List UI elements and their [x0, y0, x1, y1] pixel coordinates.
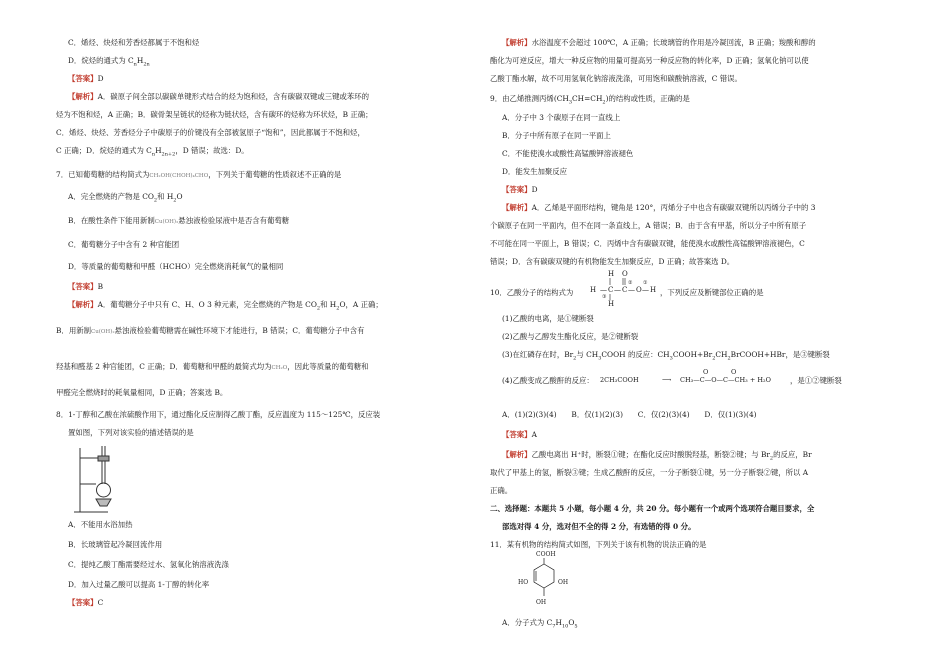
section-heading: 二、选择题：本题共 5 小题，每小题 4 分，共 20 分。每小题有一个或两个选项符合题目要求，全 [490, 504, 815, 513]
answer-line: 【答案】D [502, 185, 538, 194]
analysis-line: 正确。 [490, 486, 513, 495]
svg-text:③: ③ [602, 294, 607, 300]
svg-text:⟶: ⟶ [662, 376, 672, 384]
option-text: A．分子中 3 个碳原子在同一直线上 [502, 113, 621, 122]
option-text: C．提纯乙酸丁酯需要经过水、氢氧化钠溶液洗涤 [68, 560, 229, 569]
svg-text:CH₃—C—O—C—CH₃ + H₂O: CH₃—C—O—C—CH₃ + H₂O [680, 376, 771, 384]
svg-text:—: — [628, 286, 635, 294]
analysis-line: 乙酸丁酯水解，故不可用氢氧化钠溶液洗涤，可用饱和碳酸钠溶液，C 错误。 [490, 74, 742, 83]
option-text: ，是①②键断裂 [790, 376, 842, 385]
analysis-line: 【解析】A．乙烯是平面形结构，键角是 120°，丙烯分子中也含有碳碳双键所以丙烯分子中的 3 [502, 203, 816, 212]
svg-text:C: C [622, 286, 628, 294]
answer-line: 【答案】C [68, 598, 104, 607]
question-7: 7．已知葡萄糖的结构简式为CH₂OH(CHOH)₄CHO，下列关于葡萄糖的性质叙述不正确的是 [56, 170, 342, 179]
option-text: (4)乙酸变成乙酸酐的反应： [502, 376, 594, 385]
shikimic-acid-structure [518, 550, 572, 606]
question-10: ，下列反应及断键部位正确的是 [660, 288, 764, 297]
option-text: A．完全燃烧的产物是 $CO_2$和 $H_2O$ [68, 192, 183, 204]
svg-text:—: — [642, 286, 649, 294]
svg-text:OH: OH [558, 579, 569, 586]
option-text: (1)乙酸的电离，是①键断裂 [502, 314, 594, 323]
option-text: B．分子中所有原子在同一平面上 [502, 131, 611, 140]
option-text: C．不能使溴水或酸性高锰酸钾溶液褪色 [502, 149, 634, 158]
analysis-line: 【解析】A．碳原子间全部以碳碳单键形式结合的烃为饱和烃，含有碳碳双键或三键或苯环的 [68, 92, 369, 101]
option-text: A．不能用水浴加热 [68, 520, 133, 529]
svg-text:O: O [703, 368, 709, 376]
svg-text:C: C [608, 286, 614, 294]
svg-text:HO: HO [518, 579, 529, 586]
option-text: D．烷烃的通式为 $C_nH_{2n}$ [68, 56, 150, 68]
question-9: 9．由乙烯推测丙烯$(CH_3CH=CH_2)$的结构或性质，正确的是 [490, 94, 690, 106]
svg-text:O: O [622, 270, 628, 278]
analysis-line: 个碳原子在同一平面内，但不在同一条直线上，A 错误；B．由于含有甲基，所以分子中所有原子 [490, 221, 807, 230]
analysis-line: B．用新制Cu(OH)₂悬浊液检验葡萄糖需在碱性环境下才能进行，B 错误；C．葡萄糖分子中含有 [56, 326, 365, 335]
option-text: B．长玻璃管起冷凝回流作用 [68, 540, 163, 549]
svg-text:H: H [650, 286, 657, 294]
svg-text:—: — [614, 286, 621, 294]
option-text: D．等质量的葡萄糖和甲醛（HCHO）完全燃烧消耗氧气的量相同 [68, 262, 284, 271]
svg-text:②: ② [628, 280, 633, 286]
analysis-line: 【解析】A．葡萄糖分子中只有 C、H、O 3 种元素，完全燃烧的产物是 $CO_2$和 $H_2O$，A 正确； [68, 300, 383, 312]
option-text: A．(1)(2)(3)(4) B．仅(1)(2)(3) C．仅(2)(3)(4) D．仅(1)(3)(4) [502, 410, 757, 419]
question-10: 10．乙酸分子的结构式为 [490, 288, 574, 297]
option-text: B．在酸性条件下能用新制Cu(OH)₂悬浊液检验尿液中是否含有葡萄糖 [68, 216, 290, 225]
svg-text:①: ① [643, 280, 648, 286]
analysis-line: 不可能在同一平面上，B 错误；C．丙烯中含有碳碳双键，能使溴水或酸性高锰酸钾溶液褪色，C [490, 239, 805, 248]
option-text: A．分子式为 $C_7H_{10}O_5$ [502, 618, 578, 630]
svg-text:—: — [600, 286, 607, 294]
svg-text:H: H [608, 300, 615, 308]
option-text: C．葡萄糖分子中含有 2 种官能团 [68, 240, 180, 249]
answer-line: 【答案】D [68, 74, 104, 83]
svg-text:O: O [731, 368, 737, 376]
analysis-line: 【解析】乙酸电离出 H⁺时，断裂①键；在酯化反应时酸脱羟基，断裂②键；与 $Br_2$的反应，Br [502, 450, 812, 462]
svg-text:O: O [636, 286, 642, 294]
analysis-line: 烃为不饱和烃，A 正确；B．碳骨架呈链状的烃称为链状烃，含有碳环的烃称为环状烃，B 正确； [56, 110, 373, 119]
svg-text:H: H [590, 286, 597, 294]
question-8: 8．1-丁醇和乙酸在浓硫酸作用下，通过酯化反应制得乙酸丁酯，反应温度为 115～125℃，反应装 [56, 410, 381, 419]
question-11: 11．某有机物的结构简式如图，下列关于该有机物的说法正确的是 [490, 540, 707, 549]
svg-text:2CH₃COOH: 2CH₃COOH [600, 376, 639, 384]
acetic-anhydride-equation [600, 368, 800, 390]
analysis-line: 酯化为可逆反应，增大一种反应物的用量可提高另一种反应物的转化率，D 正确；氢氧化钠可以使 [490, 56, 809, 65]
answer-line: 【答案】B [68, 282, 104, 291]
analysis-line: C．烯烃、炔烃、芳香烃分子中碳原子的价键没有全部被氢原子“饱和”，因此都属于不饱和烃， [56, 128, 365, 137]
reflux-apparatus-figure [74, 444, 134, 516]
svg-text:OH: OH [536, 599, 547, 606]
glucose-formula: CH₂OH(CHOH)₄CHO [149, 173, 209, 179]
analysis-line: C 正确；D．烷烃的通式为 $C_nH_{2n+2}$，D 错误；故选：D。 [56, 146, 249, 158]
question-8: 置如图，下列对该实验的描述错误的是 [68, 428, 194, 437]
analysis-line: 取代了甲基上的氢，断裂③键；生成乙酸酐的反应，一分子断裂①键，另一分子断裂②键，所以 A [490, 468, 809, 477]
analysis-line: 错误；D．含有碳碳双键的有机物能发生加聚反应，D 正确；故答案选 D。 [490, 257, 735, 266]
option-text: (3)在红磷存在时，$Br_2$与 $CH_3COOH$ 的反应：$CH_3COOH+Br_2CH_2BrCOOH+HBr$，是③键断裂 [502, 350, 830, 362]
svg-text:H: H [608, 270, 615, 278]
analysis-line: 甲醛完全燃烧时的耗氧量相同，D 正确；答案选 B。 [56, 388, 228, 397]
option-text: (2)乙酸与乙醇发生酯化反应，是②键断裂 [502, 332, 639, 341]
section-heading: 部选对得 4 分，选对但不全的得 2 分，有选错的得 0 分。 [502, 522, 696, 531]
option-text: D．加入过量乙酸可以提高 1-丁醇的转化率 [68, 580, 210, 589]
option-text: D．能发生加聚反应 [502, 167, 568, 176]
svg-text:COOH: COOH [536, 551, 556, 558]
acetic-acid-structure [588, 268, 658, 308]
answer-line: 【答案】A [502, 430, 537, 439]
analysis-line: 【解析】水浴温度不会超过 100℃，A 正确；长玻璃管的作用是冷凝回流，B 正确；羧酸和醇的 [502, 38, 816, 47]
option-text: C．烯烃、炔烃和芳香烃都属于不饱和烃 [68, 38, 200, 47]
analysis-line: 羟基和醛基 2 种官能团，C 正确；D．葡萄糖和甲醛的最简式均为CH₂O，因此等质量的葡萄糖和 [56, 362, 369, 371]
